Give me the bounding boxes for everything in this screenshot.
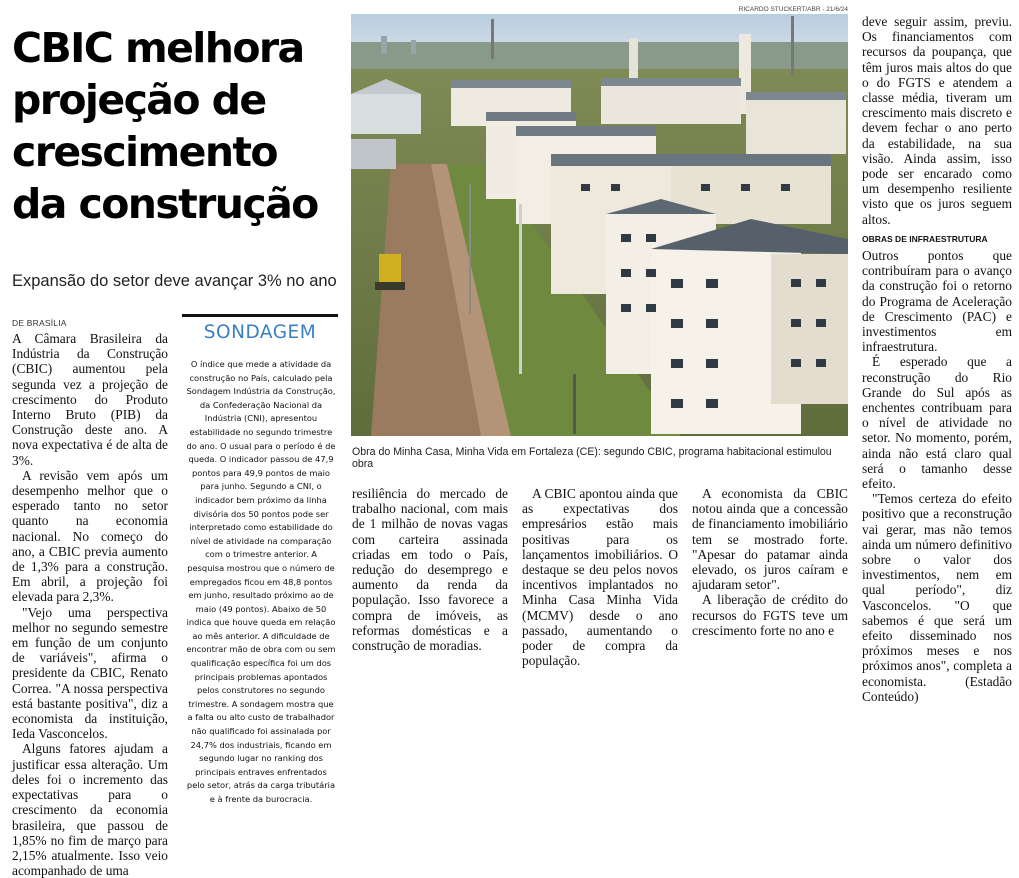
paragraph: A CBIC apontou ainda que as expectativas dos empresários estão mais positivas para os lançamentos imobiliários. O destaque se deu pelos novos incentivos implantados no Minha Casa Minha Vida (MCMV) desde o ano passado, aumentando o poder de compra da população. (522, 486, 678, 669)
article-column-5 (692, 486, 848, 636)
section-heading: OBRAS DE INFRAESTRUTURA (862, 234, 988, 244)
byline: DE BRASÍLIA (12, 318, 67, 328)
sidebar-rule (182, 314, 338, 317)
sondagem-sidebar (182, 314, 338, 832)
paragraph: "Temos certeza do efeito positivo que a reconstrução vai gerar, mas não temos ainda um número definitivo sobre o valor dos investimentos, nem em qual período", diz Vasconcelos. "O que sabemos é que será um efeito disseminado nos próximos meses e nos próximos anos", completa a economista. (Estadão Conteúdo) (862, 491, 1012, 704)
photo-caption: Obra do Minha Casa, Minha Vida em Fortaleza (CE): segundo CBIC, programa habitacional estimulou obra (352, 446, 832, 470)
paragraph: A liberação de crédito do recursos do FGTS teve um crescimento forte no ano e (692, 592, 848, 638)
paragraph: A revisão vem após um desempenho melhor que o esperado tanto no setor quanto na economia nacional. No começo do ano, a CBIC previa aumento de 1,3% para a construção. Em abril, a projeção foi elevada para 2,3%. (12, 467, 168, 605)
paragraph: É esperado que a reconstrução do Rio Grande do Sul após as enchentes contribuam para o nível de atividade no setor. No momento, porém, ainda não está claro qual será o tamanho desse efeito. (862, 354, 1012, 492)
housing-project-illustration (351, 14, 848, 436)
paragraph: A economista da CBIC notou ainda que a concessão de financiamento imobiliário tem se mostrado forte. "Apesar do patamar ainda elevado, os juros caíram e ajudaram setor". (692, 486, 848, 593)
sidebar-text: O índice que mede a atividade da construção no País, calculado pela Sondagem Indústria da Construção, da Confederação Nacional da Indústria (CNI), apresentou estabilidade no segundo trimestre do ano. O usual para o período é de queda. O indicador passou de 47,9 pontos para 49,9 pontos de maio para junho. Segundo a CNI, o indicador bem próximo da linha divisória dos 50 pontos pode ser interpretado como estabilidade do nível de atividade na comparação com o trimestre anterior. A pesquisa mostrou que o número de empregados ficou em 48,8 pontos em junho, resultado próximo ao de maio (49 pontos). Abaixo de 50 indica que houve queda em relação ao mês anterior. A dificuldade de encontrar mão de obra com ou sem qualificação específica foi um dos principais problemas apontados pelos construtores no segundo trimestre. A sondagem mostra que a falta ou alto custo de trabalhador não qualificado foi assinalada por 24,7% dos industriais, ficando em segundo lugar no ranking dos principais entraves enfrentados pelo setor, atrás da carga tributária e à frente da burocracia. (186, 359, 336, 804)
paragraph: A Câmara Brasileira da Indústria da Construção (CBIC) aumentou pela segunda vez a projeção de crescimento do Produto Interno Bruto (PIB) da Construção deste ano. A nova expectativa é de alta de 3%. (12, 331, 168, 468)
article-column-6-top (862, 14, 1012, 227)
photo-credit: RICARDO STUCKERT/ABR - 21/6/24 (738, 6, 848, 13)
article-column-3 (352, 486, 508, 656)
article-column-1 (12, 331, 168, 878)
headline: CBIC melhora projeção de crescimento da construção (12, 24, 318, 228)
article-column-6-bottom (862, 248, 1012, 704)
paragraph: "Vejo uma perspectiva melhor no segundo semestre em função de um conjunto de variáveis", afirma o presidente da CBIC, Renato Correa. "A nossa perspectiva está bastante positiva", diz a economista da instituição, Ieda Vasconcelos. (12, 604, 168, 742)
paragraph: deve seguir assim, previu. Os financiamentos com recursos da poupança, que têm juros mais altos do que o do FGTS e atendem a classe média, tiveram um crescimento mais discreto e devem fechar o ano perto da estabilidade, na sua visão. Ainda assim, isso pode ser encarado como um desempenho resiliente visto que os juros seguem altos. (862, 14, 1012, 227)
paragraph: Alguns fatores ajudam a justificar essa alteração. Um deles foi o incremento das expectativas para o crescimento da economia brasileira, que passou de 1,85% no fim de março para 2,15% atualmente. Isso veio acompanhado de uma (12, 741, 168, 878)
subheadline: Expansão do setor deve avançar 3% no ano (12, 272, 337, 290)
paragraph: Outros pontos que contribuíram para o avanço da construção foi o retorno do Programa de Aceleração de Crescimento (PAC) e investimentos em infraestrutura. (862, 248, 1012, 355)
paragraph: resiliência do mercado de trabalho nacional, com mais de 1 milhão de novas vagas com carteira assinada criadas em todo o País, redução do desemprego e aumento da renda da população. Isso favorece a compra de imóveis, as reformas domésticas e a construção de moradias. (352, 486, 508, 654)
sidebar-title: SONDAGEM (203, 322, 317, 343)
construction-photo (351, 14, 848, 436)
article-column-4 (522, 486, 678, 669)
